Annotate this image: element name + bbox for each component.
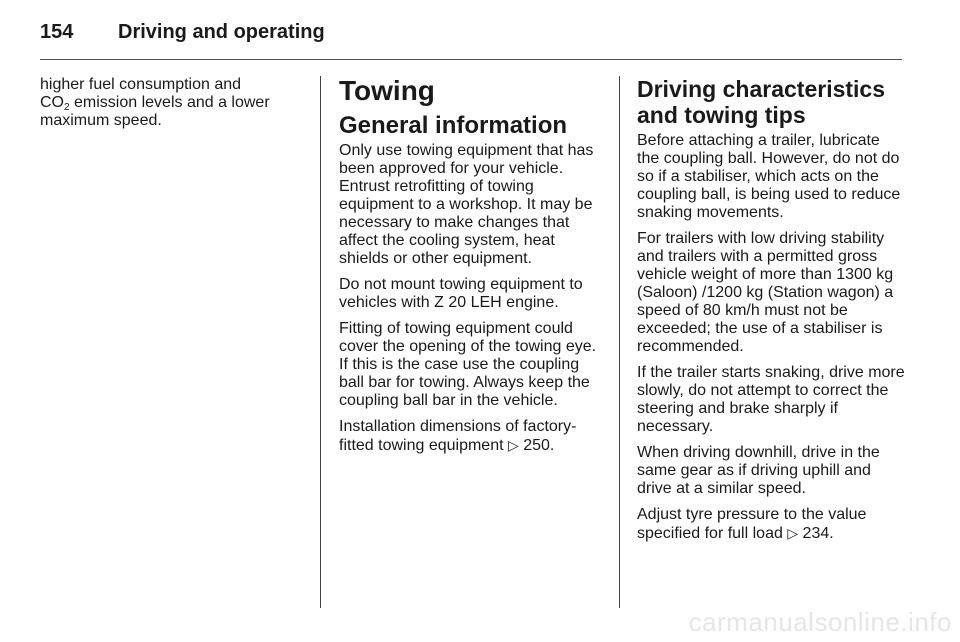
paragraph: If the trailer starts snaking, drive more slowly, do not attempt to correct the steering and brake sharply if necessary. bbox=[637, 364, 905, 435]
paragraph: Fitting of towing equipment could cover the opening of the towing eye. If this is the case use the coupling ball bar for towing. Always keep the coupling ball bar in the vehicle. bbox=[339, 320, 597, 409]
paragraph: Before attaching a trailer, lubricate the coupling ball. However, do not do so if a stabiliser, which acts on the coupling ball, is being used to reduce snaking movements. bbox=[637, 132, 901, 221]
text-line: maximum speed. bbox=[40, 112, 162, 129]
watermark: carmanualsonline.info bbox=[688, 607, 952, 637]
text-fragment: Adjust tyre pressure to the value specified for full load bbox=[637, 506, 867, 542]
column-right bbox=[637, 74, 905, 551]
driving-characteristics-heading: Driving characteristics and towing tips bbox=[637, 76, 886, 128]
header-rule bbox=[40, 59, 902, 60]
text-fragment: emission levels and a lower bbox=[69, 94, 270, 111]
paragraph bbox=[339, 418, 604, 455]
paragraph: Only use towing equipment that has been approved for your vehicle. Entrust retrofitting of towing equipment to a workshop. It may be necessary to make changes that affect the cooling system, heat shields or other equipment. bbox=[339, 142, 594, 267]
subscript-2: 2 bbox=[64, 102, 70, 113]
page-number: 154 bbox=[40, 21, 74, 43]
text-line: higher fuel consumption and bbox=[40, 76, 242, 93]
page-reference-arrow-icon: ▷ bbox=[508, 437, 519, 453]
column-middle bbox=[339, 74, 604, 463]
section-title: Driving and operating bbox=[118, 21, 325, 43]
page-header bbox=[40, 18, 902, 46]
column-divider-1 bbox=[320, 76, 321, 608]
page-reference-link[interactable]: 234. bbox=[802, 525, 834, 542]
paragraph bbox=[637, 506, 905, 543]
column-divider-2 bbox=[619, 76, 620, 608]
page-reference-link[interactable]: 250. bbox=[523, 437, 555, 454]
paragraph: When driving downhill, drive in the same gear as if driving uphill and drive at a similar speed. bbox=[637, 444, 880, 497]
paragraph: For trailers with low driving stability and trailers with a permitted gross vehicle weight of more than 1300 kg (Saloon) /1200 kg (Station wagon) a speed of 80 km/h must not be exceeded; the use of a stabiliser is recommended. bbox=[637, 230, 894, 355]
text-line bbox=[40, 94, 300, 112]
page-reference-arrow-icon: ▷ bbox=[787, 525, 799, 541]
column-left bbox=[40, 76, 300, 130]
text-fragment: Installation dimensions of factory-fitted towing equipment bbox=[339, 418, 577, 454]
general-information-heading: General information bbox=[339, 112, 568, 139]
paragraph: Do not mount towing equipment to vehicles with Z 20 LEH engine. bbox=[339, 276, 583, 311]
towing-heading: Towing bbox=[339, 75, 435, 106]
co-text: CO bbox=[40, 94, 64, 111]
